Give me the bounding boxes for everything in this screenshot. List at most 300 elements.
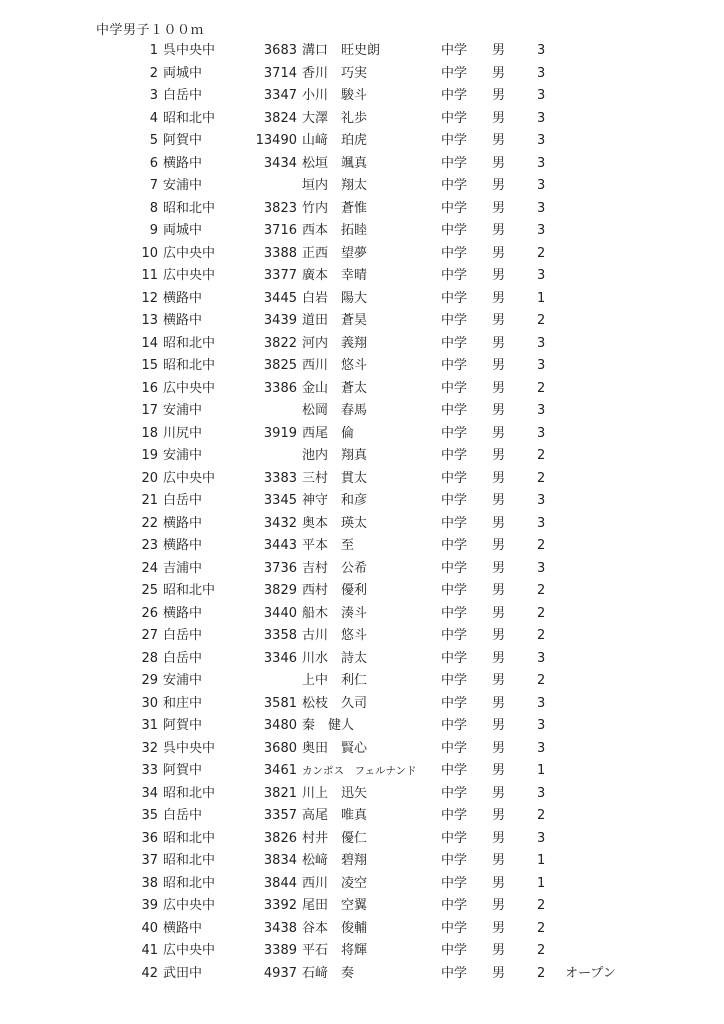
school-name: 両城中 — [163, 223, 203, 238]
entry-number: 24 — [141, 560, 158, 576]
sex: 男 — [492, 830, 506, 846]
school-name: 横路中 — [163, 290, 203, 306]
grade: 3 — [537, 515, 546, 531]
sex: 男 — [492, 425, 506, 441]
school-name: 昭和北中 — [163, 358, 216, 373]
table-row — [0, 310, 724, 333]
school-name: 阿賀中 — [163, 718, 203, 733]
athlete-id: 3834 — [263, 853, 297, 868]
table-row — [0, 198, 724, 221]
category: 中学 — [441, 290, 468, 306]
sex: 男 — [492, 448, 506, 463]
school-name: 横路中 — [163, 515, 203, 531]
sex: 男 — [492, 628, 506, 643]
athlete-name: 香川 巧実 — [302, 65, 368, 81]
school-name: 昭和北中 — [163, 785, 216, 801]
sex: 男 — [492, 875, 506, 891]
table-row — [0, 648, 724, 671]
athlete-id: 3440 — [263, 605, 297, 621]
category: 中学 — [441, 493, 468, 508]
category: 中学 — [441, 88, 468, 103]
grade: 1 — [537, 763, 546, 778]
table-row — [0, 468, 724, 491]
entry-number: 8 — [149, 200, 158, 216]
school-name: 呉中央中 — [163, 43, 216, 58]
table-row — [0, 513, 724, 536]
category: 中学 — [441, 853, 468, 868]
table-row — [0, 333, 724, 356]
grade: 3 — [537, 358, 546, 373]
grade: 3 — [537, 223, 546, 238]
athlete-name: 川上 迅矢 — [302, 785, 368, 801]
table-row — [0, 175, 724, 198]
athlete-name: 松﨑 碧翔 — [302, 853, 368, 868]
table-row — [0, 400, 724, 423]
category: 中学 — [441, 380, 468, 396]
school-name: 白岳中 — [163, 493, 203, 508]
category: 中学 — [441, 515, 468, 531]
entry-number: 26 — [141, 605, 158, 621]
category: 中学 — [441, 763, 468, 778]
grade: 2 — [537, 245, 546, 261]
school-name: 両城中 — [163, 65, 203, 81]
athlete-id: 3825 — [263, 358, 297, 373]
school-name: 広中央中 — [163, 268, 216, 283]
category: 中学 — [441, 808, 468, 823]
grade: 2 — [537, 448, 546, 463]
grade: 3 — [537, 740, 546, 756]
grade: 2 — [537, 470, 546, 486]
entry-number: 27 — [141, 628, 158, 643]
school-name: 武田中 — [163, 965, 203, 981]
grade: 3 — [537, 493, 546, 508]
entry-number: 41 — [141, 943, 158, 958]
table-row — [0, 760, 724, 783]
category: 中学 — [441, 65, 468, 81]
sex: 男 — [492, 470, 506, 486]
athlete-id: 3680 — [263, 740, 297, 756]
athlete-name: 山﨑 珀虎 — [302, 133, 368, 148]
table-row — [0, 378, 724, 401]
school-name: 広中央中 — [163, 245, 216, 261]
athlete-id: 3345 — [263, 493, 297, 508]
school-name: 昭和北中 — [163, 335, 216, 351]
school-name: 広中央中 — [163, 380, 216, 396]
grade: 1 — [537, 290, 546, 306]
sex: 男 — [492, 718, 506, 733]
school-name: 昭和北中 — [163, 110, 216, 126]
sex: 男 — [492, 695, 506, 711]
table-row — [0, 895, 724, 918]
entry-number: 5 — [149, 133, 158, 148]
sex: 男 — [492, 88, 506, 103]
entry-number: 39 — [141, 898, 158, 913]
athlete-name: 西川 凌空 — [302, 875, 368, 891]
grade: 3 — [537, 65, 546, 81]
sex: 男 — [492, 740, 506, 756]
table-row — [0, 850, 724, 873]
grade: 3 — [537, 88, 546, 103]
athlete-name: 垣内 翔太 — [302, 178, 368, 193]
athlete-name: 松岡 春馬 — [302, 403, 368, 418]
grade: 3 — [537, 178, 546, 193]
grade: 2 — [537, 538, 546, 553]
category: 中学 — [441, 695, 468, 711]
note: オープン — [565, 965, 616, 981]
athlete-id: 3432 — [263, 515, 297, 531]
athlete-id: 3826 — [263, 830, 297, 846]
entry-number: 29 — [141, 673, 158, 688]
athlete-id: 3821 — [263, 785, 297, 801]
athlete-name: 西川 悠斗 — [302, 358, 368, 373]
category: 中学 — [441, 628, 468, 643]
category: 中学 — [441, 538, 468, 553]
sex: 男 — [492, 538, 506, 553]
table-row — [0, 63, 724, 86]
grade: 3 — [537, 718, 546, 733]
category: 中学 — [441, 313, 468, 328]
athlete-id: 3392 — [263, 898, 297, 913]
category: 中学 — [441, 718, 468, 733]
table-row — [0, 490, 724, 513]
athlete-id: 3438 — [263, 920, 297, 936]
athlete-id: 3388 — [263, 245, 297, 261]
athlete-id: 3823 — [263, 200, 297, 216]
grade: 2 — [537, 898, 546, 913]
category: 中学 — [441, 965, 468, 981]
athlete-name: 松枝 久司 — [302, 695, 368, 711]
entry-number: 36 — [141, 830, 158, 846]
athlete-name: 平石 将輝 — [302, 943, 368, 958]
table-row — [0, 738, 724, 761]
school-name: 吉浦中 — [163, 560, 203, 576]
entry-number: 6 — [149, 155, 158, 171]
sex: 男 — [492, 515, 506, 531]
sex: 男 — [492, 313, 506, 328]
sex: 男 — [492, 943, 506, 958]
entry-number: 15 — [141, 358, 158, 373]
table-row — [0, 783, 724, 806]
grade: 3 — [537, 650, 546, 666]
athlete-name: 三村 貫太 — [302, 470, 368, 486]
sex: 男 — [492, 965, 506, 981]
category: 中学 — [441, 470, 468, 486]
sex: 男 — [492, 178, 506, 193]
category: 中学 — [441, 133, 468, 148]
category: 中学 — [441, 245, 468, 261]
table-row — [0, 40, 724, 63]
school-name: 広中央中 — [163, 943, 216, 958]
category: 中学 — [441, 110, 468, 126]
grade: 3 — [537, 110, 546, 126]
sex: 男 — [492, 853, 506, 868]
category: 中学 — [441, 178, 468, 193]
sex: 男 — [492, 245, 506, 261]
school-name: 白岳中 — [163, 628, 203, 643]
athlete-name: 松垣 颯真 — [302, 155, 368, 171]
athlete-id: 3919 — [263, 425, 297, 441]
athlete-name: 吉村 公希 — [302, 560, 368, 576]
sex: 男 — [492, 808, 506, 823]
athlete-id: 3434 — [263, 155, 297, 171]
grade: 3 — [537, 268, 546, 283]
entry-number: 30 — [141, 695, 158, 711]
school-name: 安浦中 — [163, 178, 203, 193]
table-row — [0, 558, 724, 581]
athlete-name: 石﨑 奏 — [302, 965, 355, 981]
entry-number: 20 — [141, 470, 158, 486]
athlete-id: 3829 — [263, 583, 297, 598]
table-row — [0, 625, 724, 648]
athlete-id: 3445 — [263, 290, 297, 306]
athlete-id: 3357 — [263, 808, 297, 823]
entry-number: 10 — [141, 245, 158, 261]
athlete-id: 3386 — [263, 380, 297, 396]
entry-number: 31 — [141, 718, 158, 733]
athlete-id: 3844 — [263, 875, 297, 891]
grade: 1 — [537, 875, 546, 891]
sex: 男 — [492, 605, 506, 621]
table-row — [0, 693, 724, 716]
sex: 男 — [492, 223, 506, 238]
sex: 男 — [492, 290, 506, 306]
athlete-name: 船木 湊斗 — [302, 605, 368, 621]
school-name: 安浦中 — [163, 403, 203, 418]
entry-number: 28 — [141, 650, 158, 666]
sex: 男 — [492, 43, 506, 58]
category: 中学 — [441, 155, 468, 171]
category: 中学 — [441, 943, 468, 958]
entry-number: 23 — [141, 538, 158, 553]
category: 中学 — [441, 560, 468, 576]
athlete-id: 13490 — [255, 133, 297, 148]
grade: 3 — [537, 133, 546, 148]
category: 中学 — [441, 830, 468, 846]
entry-number: 25 — [141, 583, 158, 598]
entry-number: 21 — [141, 493, 158, 508]
entry-number: 1 — [149, 43, 158, 58]
table-row — [0, 603, 724, 626]
athlete-id: 3683 — [263, 43, 297, 58]
category: 中学 — [441, 403, 468, 418]
grade: 2 — [537, 313, 546, 328]
grade: 3 — [537, 200, 546, 216]
table-row — [0, 220, 724, 243]
entry-number: 4 — [149, 110, 158, 126]
athlete-name: 西尾 倫 — [302, 425, 355, 441]
sex: 男 — [492, 110, 506, 126]
table-row — [0, 423, 724, 446]
school-name: 横路中 — [163, 605, 203, 621]
school-name: 昭和北中 — [163, 875, 216, 891]
school-name: 安浦中 — [163, 448, 203, 463]
grade: 2 — [537, 920, 546, 936]
category: 中学 — [441, 358, 468, 373]
sex: 男 — [492, 358, 506, 373]
sex: 男 — [492, 155, 506, 171]
entry-number: 11 — [141, 268, 158, 283]
table-row — [0, 715, 724, 738]
entry-number: 16 — [141, 380, 158, 396]
athlete-id: 3346 — [263, 650, 297, 666]
table-row — [0, 153, 724, 176]
grade: 2 — [537, 380, 546, 396]
grade: 1 — [537, 853, 546, 868]
category: 中学 — [441, 448, 468, 463]
school-name: 昭和北中 — [163, 200, 216, 216]
category: 中学 — [441, 875, 468, 891]
entry-number: 13 — [141, 313, 158, 328]
category: 中学 — [441, 200, 468, 216]
sex: 男 — [492, 200, 506, 216]
school-name: 和庄中 — [163, 695, 203, 711]
entry-number: 38 — [141, 875, 158, 891]
entry-number: 37 — [141, 853, 158, 868]
grade: 3 — [537, 695, 546, 711]
athlete-name: 溝口 旺史朗 — [302, 43, 381, 58]
sex: 男 — [492, 493, 506, 508]
grade: 3 — [537, 43, 546, 58]
school-name: 広中央中 — [163, 470, 216, 486]
grade: 2 — [537, 808, 546, 823]
sex: 男 — [492, 380, 506, 396]
athlete-id: 3824 — [263, 110, 297, 126]
athlete-id: 3480 — [263, 718, 297, 733]
school-name: 阿賀中 — [163, 763, 203, 778]
school-name: 昭和北中 — [163, 583, 216, 598]
entry-number: 32 — [141, 740, 158, 756]
page-title: 中学男子１００ｍ — [96, 23, 205, 38]
athlete-id: 3736 — [263, 560, 297, 576]
athlete-name: 白岩 陽大 — [302, 290, 368, 306]
athlete-id: 3443 — [263, 538, 297, 553]
athlete-name: 神守 和彦 — [302, 493, 368, 508]
sex: 男 — [492, 335, 506, 351]
athlete-name: 西本 拓睦 — [302, 223, 368, 238]
athlete-name: 正西 望夢 — [302, 245, 368, 261]
athlete-name: 道田 蒼昊 — [302, 313, 368, 328]
category: 中学 — [441, 785, 468, 801]
athlete-name: 小川 駿斗 — [302, 88, 368, 103]
table-row — [0, 918, 724, 941]
school-name: 横路中 — [163, 155, 203, 171]
entry-number: 18 — [141, 425, 158, 441]
category: 中学 — [441, 605, 468, 621]
school-name: 横路中 — [163, 313, 203, 328]
athlete-name: 高尾 唯真 — [302, 808, 368, 823]
school-name: 安浦中 — [163, 673, 203, 688]
athlete-id: 3822 — [263, 335, 297, 351]
athlete-name: 村井 優仁 — [302, 830, 368, 846]
athlete-id: 3714 — [263, 65, 297, 81]
school-name: 広中央中 — [163, 898, 216, 913]
category: 中学 — [441, 223, 468, 238]
table-row — [0, 355, 724, 378]
category: 中学 — [441, 43, 468, 58]
athlete-name: 秦 健人 — [302, 718, 355, 733]
athlete-id: 3377 — [263, 268, 297, 283]
athlete-name: 西村 優利 — [302, 583, 368, 598]
school-name: 昭和北中 — [163, 830, 216, 846]
sex: 男 — [492, 583, 506, 598]
category: 中学 — [441, 920, 468, 936]
table-row — [0, 535, 724, 558]
category: 中学 — [441, 268, 468, 283]
table-row — [0, 805, 724, 828]
school-name: 呉中央中 — [163, 740, 216, 756]
entry-number: 2 — [149, 65, 158, 81]
entry-list — [0, 40, 724, 985]
athlete-name: 大澤 礼歩 — [302, 110, 368, 126]
entry-number: 42 — [141, 965, 158, 981]
athlete-name: 古川 悠斗 — [302, 628, 368, 643]
table-row — [0, 85, 724, 108]
athlete-id: 4937 — [263, 965, 297, 981]
athlete-name: 川水 詩太 — [302, 650, 368, 666]
school-name: 白岳中 — [163, 808, 203, 823]
athlete-id: 3383 — [263, 470, 297, 486]
grade: 2 — [537, 628, 546, 643]
category: 中学 — [441, 583, 468, 598]
athlete-id: 3461 — [263, 763, 297, 778]
school-name: 横路中 — [163, 538, 203, 553]
athlete-name: 上中 利仁 — [302, 673, 368, 688]
entry-number: 22 — [141, 515, 158, 531]
category: 中学 — [441, 650, 468, 666]
athlete-name: 尾田 空翼 — [302, 898, 368, 913]
school-name: 白岳中 — [163, 88, 203, 103]
grade: 3 — [537, 830, 546, 846]
sex: 男 — [492, 785, 506, 801]
athlete-name: 河内 義翔 — [302, 335, 368, 351]
category: 中学 — [441, 898, 468, 913]
table-row — [0, 265, 724, 288]
table-row — [0, 445, 724, 468]
table-row — [0, 963, 724, 986]
table-row — [0, 580, 724, 603]
entry-number: 35 — [141, 808, 158, 823]
grade: 2 — [537, 673, 546, 688]
athlete-id: 3581 — [263, 695, 297, 711]
school-name: 白岳中 — [163, 650, 203, 666]
category: 中学 — [441, 425, 468, 441]
grade: 3 — [537, 335, 546, 351]
athlete-name: 竹内 蒼惟 — [302, 200, 368, 216]
grade: 3 — [537, 403, 546, 418]
grade: 3 — [537, 560, 546, 576]
school-name: 川尻中 — [163, 425, 203, 441]
athlete-id: 3439 — [263, 313, 297, 328]
table-row — [0, 828, 724, 851]
sex: 男 — [492, 763, 506, 778]
entry-number: 40 — [141, 920, 158, 936]
grade: 3 — [537, 785, 546, 801]
sex: 男 — [492, 133, 506, 148]
category: 中学 — [441, 335, 468, 351]
sex: 男 — [492, 65, 506, 81]
table-row — [0, 108, 724, 131]
athlete-id: 3716 — [263, 223, 297, 238]
table-row — [0, 243, 724, 266]
sex: 男 — [492, 673, 506, 688]
grade: 3 — [537, 425, 546, 441]
grade: 2 — [537, 605, 546, 621]
sex: 男 — [492, 403, 506, 418]
athlete-name: 奥本 瑛太 — [302, 515, 368, 531]
school-name: 横路中 — [163, 920, 203, 936]
entry-number: 17 — [141, 403, 158, 418]
sex: 男 — [492, 650, 506, 666]
